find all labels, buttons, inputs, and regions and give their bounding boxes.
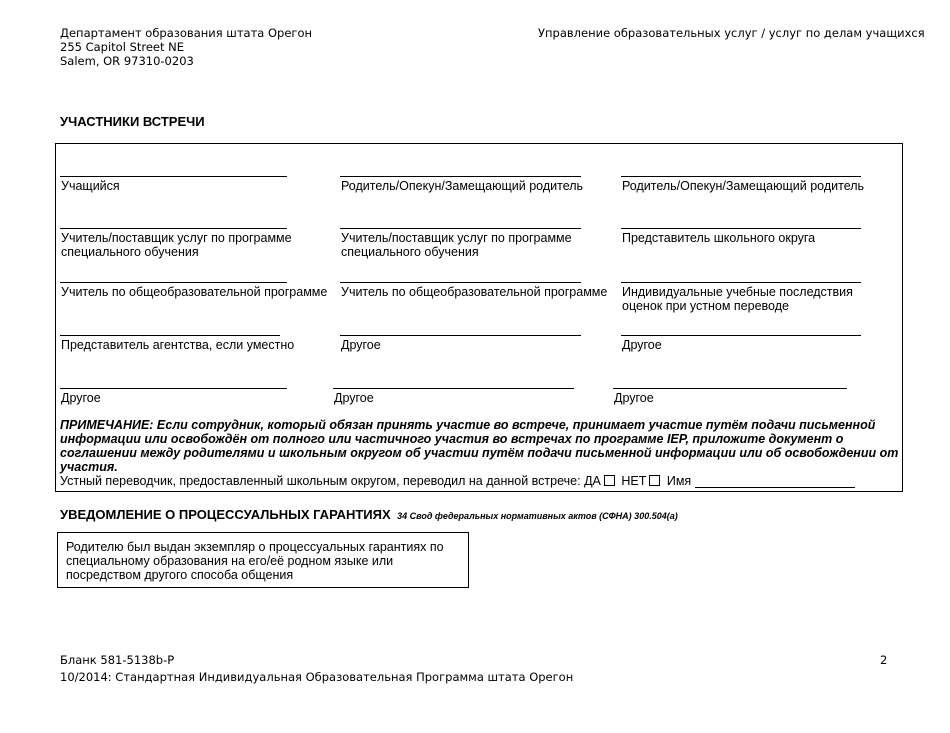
no-checkbox[interactable] [649, 475, 660, 486]
yes-checkbox[interactable] [604, 475, 615, 486]
address-line-2: Salem, OR 97310-0203 [60, 54, 194, 68]
signature-line[interactable] [340, 282, 581, 283]
participant-label: Другое [622, 338, 662, 352]
participant-label: Другое [341, 338, 381, 352]
participants-title: УЧАСТНИКИ ВСТРЕЧИ [60, 114, 205, 129]
header-address-block [60, 26, 312, 68]
procedural-title: УВЕДОМЛЕНИЕ О ПРОЦЕССУАЛЬНЫХ ГАРАНТИЯХ [60, 507, 391, 522]
signature-line[interactable] [621, 228, 861, 229]
participant-label: Представитель агентства, если уместно [61, 338, 295, 352]
page-number: 2 [880, 653, 888, 667]
signature-line[interactable] [613, 388, 847, 389]
signature-line[interactable] [60, 228, 287, 229]
form-description: 10/2014: Стандартная Индивидуальная Образовательная Программа штата Орегон [60, 670, 574, 684]
procedural-reference: 34 Свод федеральных нормативных актов (СФНА) 300.504(a) [397, 511, 678, 521]
signature-line[interactable] [333, 388, 574, 389]
participant-label: Другое [334, 391, 374, 405]
address-line-1: 255 Capitol Street NE [60, 40, 185, 54]
participant-label: Учитель по общеобразовательной программе [61, 285, 328, 299]
org-name: Департамент образования штата Орегон [60, 26, 313, 40]
yes-label: ДА [584, 474, 601, 488]
signature-line[interactable] [60, 388, 287, 389]
footer [60, 652, 573, 686]
signature-line[interactable] [621, 282, 861, 283]
participant-label: Другое [614, 391, 654, 405]
participant-label: Родитель/Опекун/Замещающий родитель [622, 179, 865, 193]
participant-label: Учитель по общеобразовательной программе [341, 285, 608, 299]
signature-line[interactable] [621, 335, 861, 336]
signature-line[interactable] [60, 282, 287, 283]
participant-label: Другое [61, 391, 101, 405]
participant-label: Учащийся [61, 179, 120, 193]
signature-line[interactable] [340, 335, 581, 336]
signature-line[interactable] [340, 228, 581, 229]
form-number: Бланк 581-5138b-P [60, 653, 175, 667]
interpreter-text: Устный переводчик, предоставленный школьным округом, переводил на данной встрече: [60, 474, 581, 488]
signature-line[interactable] [621, 176, 861, 177]
signature-line[interactable] [340, 176, 581, 177]
participant-label: Учитель/поставщик услуг по программе специального обучения [61, 231, 292, 259]
signature-line[interactable] [60, 176, 287, 177]
participant-label: Представитель школьного округа [622, 231, 816, 245]
procedural-box-text: Родителю был выдан экземпляр о процессуальных гарантиях по специальному образования на его/её родном языке или посредством другого способа общения [66, 540, 444, 582]
no-label: НЕТ [621, 474, 647, 488]
participant-label: Родитель/Опекун/Замещающий родитель [341, 179, 584, 193]
header-department: Управление образовательных услуг / услуг по делам учащихся [538, 26, 925, 40]
participation-note: ПРИМЕЧАНИЕ: Если сотрудник, который обязан принять участие во встрече, принимает участие путём подачи письменной информации или освобождён от полного или частичного участия во встречах по программе IEP, приложите документ о соглашении между родителями и школьным округом об участии путём подачи письменной информации или об освобождении от участия. [60, 418, 899, 474]
name-label: Имя [666, 474, 692, 488]
interpreter-row [60, 474, 855, 488]
procedural-box [57, 532, 469, 588]
participant-label: Учитель/поставщик услуг по программе специального обучения [341, 231, 572, 259]
signature-line[interactable] [60, 335, 280, 336]
participant-label: Индивидуальные учебные последствия оценок при устном переводе [622, 285, 853, 313]
procedural-safeguards-heading [60, 506, 678, 524]
interpreter-name-field[interactable] [695, 475, 855, 488]
